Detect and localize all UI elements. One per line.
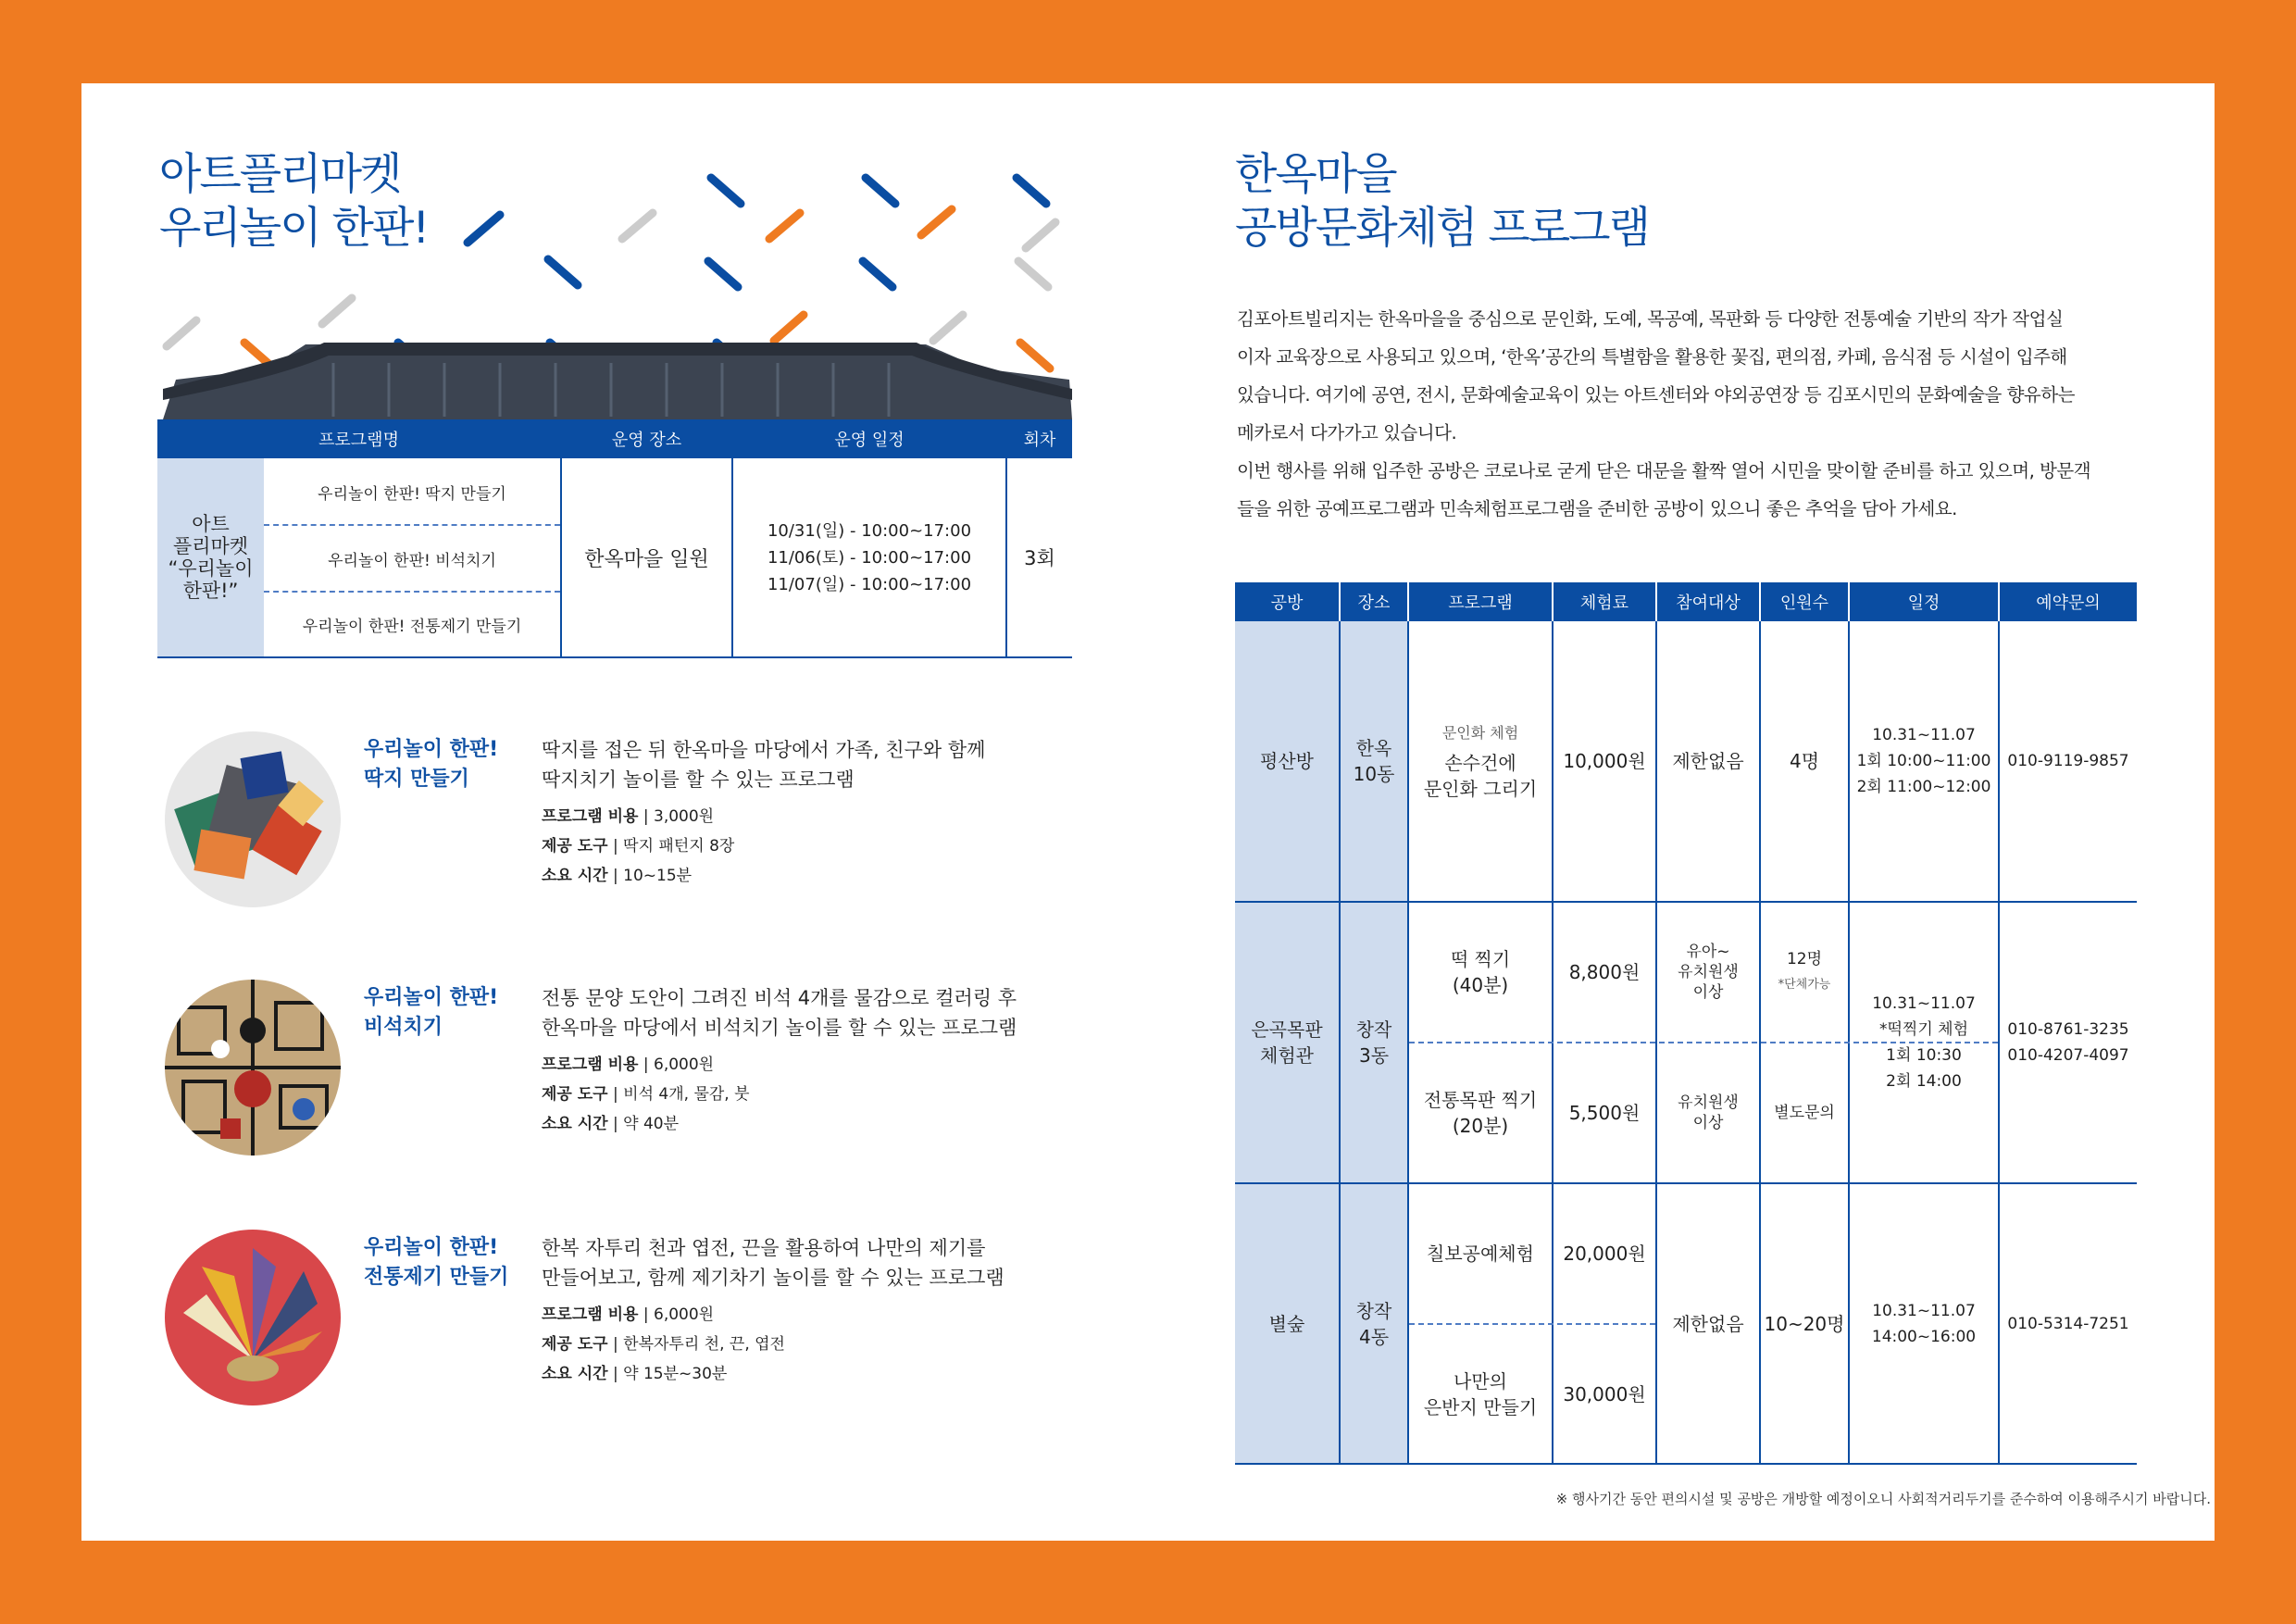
th-contact: 예약문의 [2000,582,2137,621]
tool-label: 제공 도구 [542,837,608,856]
right-title-line2: 공방문화체험 프로그램 [1235,203,1649,254]
dash-divider [264,524,560,526]
time-value: 약 40분 [623,1115,680,1133]
program-cell-2: 우리놀이 한판! 비석치기 [328,551,496,570]
biseok-description [542,983,1060,1043]
th-place: 장소 [1341,582,1407,621]
r2-contact-line: 010-4207-4097 [2007,1046,2129,1065]
r3-place-line: 창작 [1355,1299,1392,1322]
dash-divider [264,591,560,593]
r1-fee: 10,000원 [1563,750,1646,772]
program-cell-3: 우리놀이 한판! 전통제기 만들기 [302,617,522,636]
r3-schedule [1850,1184,1998,1463]
r2-schedule-line: 2회 14:00 [1886,1072,1962,1091]
category-line: 플리마켓 [172,535,249,557]
r3-program-1: 칠보공예체험 [1427,1243,1534,1265]
r1-workshop: 평산방 [1260,750,1314,772]
intro-line: 김포아트빌리지는 한옥마을을 중심으로 문인화, 도예, 목공예, 목판화 등 다양한 전통예술 기반의 작가 작업실 [1237,308,2064,330]
r3-target: 제한없음 [1672,1312,1744,1335]
desc-line: 딱지치기 놀이를 할 수 있는 프로그램 [542,768,855,791]
r1-program [1409,621,1552,901]
th-target: 참여대상 [1657,582,1759,621]
biseok-title-line: 비석치기 [364,1016,443,1039]
jegi-image [165,1230,341,1405]
biseok-title [364,983,549,1043]
time-label: 소요 시간 [542,1365,608,1383]
r1-place-line: 10동 [1353,763,1395,785]
r3-place-line: 4동 [1358,1325,1390,1348]
r2-target-1-line: 유치원생 [1678,963,1739,981]
ddakji-description [542,735,1060,794]
r2-workshop-line: 체험관 [1260,1044,1314,1067]
biseok-image [165,980,341,1156]
r2-place-line: 3동 [1358,1044,1390,1067]
intro-paragraph [1237,300,2140,528]
r2-contact-line: 010-8761-3235 [2007,1020,2129,1039]
jegi-description [542,1233,1060,1293]
r2-people-1 [1761,903,1848,1042]
th-people: 인원수 [1761,582,1848,621]
schedule-line: 11/06(토) - 10:00~17:00 [767,547,972,568]
category-line: 아트 [192,513,230,535]
r3-program-2-line: 나만의 [1454,1369,1507,1393]
schedule-line: 10/31(일) - 10:00~17:00 [767,520,972,541]
program-cell-1: 우리놀이 한판! 딱지 만들기 [318,484,506,504]
r1-target: 제한없음 [1672,750,1744,772]
count-cell: 3회 [1024,547,1055,569]
ddakji-title-line: 딱지 만들기 [364,768,469,791]
biseok-meta: 프로그램 비용 | 6,000원 제공 도구 | 비석 4개, 물감, 붓 소요 시간 | 약 40분 [542,1056,750,1133]
tool-value: 비석 4개, 물감, 붓 [623,1085,750,1104]
ddakji-meta: 프로그램 비용 | 3,000원 제공 도구 | 딱지 패턴지 8장 소요 시간 | 10~15분 [542,807,735,885]
r1-schedule-line: 2회 11:00~12:00 [1856,778,1991,796]
r2-schedule-line: 10.31~11.07 [1872,994,1976,1013]
th-workshop: 공방 [1235,582,1339,621]
r1-program-sub: 문인화 체험 [1441,724,1519,742]
r1-schedule-line: 1회 10:00~11:00 [1856,752,1991,770]
r3-workshop: 별숲 [1268,1312,1305,1335]
ddakji-image [165,731,341,907]
r1-program-line: 손수건에 [1444,752,1516,774]
r2-program-2 [1409,1043,1552,1182]
r1-place-line: 한옥 [1355,737,1392,759]
r1-program-line: 문인화 그리기 [1423,778,1538,800]
th-schedule: 운영 일정 [733,419,1005,458]
schedule-cell [733,458,1005,656]
r1-schedule-line: 10.31~11.07 [1872,726,1976,744]
r1-people: 4명 [1789,750,1820,772]
intro-line: 메카로서 다가가고 있습니다. [1237,422,1457,443]
r1-contact: 010-9119-9857 [2007,752,2129,770]
intro-line: 들을 위한 공예프로그램과 민속체험프로그램을 준비한 공방이 있으니 좋은 추억을 담아 가세요. [1237,498,1957,519]
r2-workshop-line: 은곡목판 [1251,1018,1323,1041]
r2-program-1-line: 떡 찍기 [1450,948,1511,970]
tool-label: 제공 도구 [542,1335,608,1354]
desc-line: 한옥마을 마당에서 비석치기 놀이를 할 수 있는 프로그램 [542,1017,1017,1039]
category-cell [157,458,264,656]
intro-line: 있습니다. 여기에 공연, 전시, 문화예술교육이 있는 아트센터와 야외공연장 등 김포시민의 문화예술을 향유하는 [1237,384,2075,406]
r2-target-1 [1657,903,1759,1042]
jegi-meta: 프로그램 비용 | 6,000원 제공 도구 | 한복자투리 천, 끈, 엽전 소요 시간 | 약 15분~30분 [542,1305,785,1383]
r3-place [1341,1184,1407,1463]
th-place: 운영 장소 [562,419,731,458]
r3-program-2-line: 은반지 만들기 [1423,1395,1538,1418]
r2-program-1 [1409,903,1552,1042]
cost-value: 6,000원 [654,1056,715,1074]
r2-place [1341,903,1407,1182]
program-item-biseok [165,980,1091,1165]
desc-line: 전통 문양 도안이 그려진 비석 4개를 물감으로 컬러링 후 [542,987,1017,1009]
r2-target-1-line: 유아~ [1686,943,1730,961]
r1-place [1341,621,1407,901]
r3-fee-2: 30,000원 [1563,1382,1646,1405]
left-title-line2: 우리놀이 한판! [159,203,429,254]
r3-schedule-line: 10.31~11.07 [1872,1301,1976,1320]
r3-contact: 010-5314-7251 [2007,1314,2129,1333]
r2-target-2-line: 이상 [1692,1114,1724,1132]
tool-value: 한복자투리 천, 끈, 엽전 [623,1335,785,1354]
program-item-jegi [165,1230,1091,1415]
th-fee: 체험료 [1554,582,1655,621]
r3-program-2 [1409,1325,1552,1463]
schedule-line: 11/07(일) - 10:00~17:00 [767,574,972,594]
time-label: 소요 시간 [542,867,608,885]
jegi-title-line: 우리놀이 한판! [364,1236,499,1259]
r3-fee-1: 20,000원 [1563,1243,1646,1265]
r2-schedule-line: 1회 10:30 [1886,1046,1962,1065]
table-bottom-line [1235,1463,2137,1465]
cost-label: 프로그램 비용 [542,1056,639,1074]
desc-line: 만들어보고, 함께 제기차기 놀이를 할 수 있는 프로그램 [542,1267,1004,1289]
intro-line: 이자 교육장으로 사용되고 있으며, ‘한옥’공간의 특별함을 활용한 꽃집, 편의점, 카페, 음식점 등 시설이 입주해 [1237,346,2067,368]
r3-schedule-line: 14:00~16:00 [1871,1327,1977,1346]
desc-line: 딱지를 접은 뒤 한옥마을 마당에서 가족, 친구와 함께 [542,739,986,761]
right-title-line1: 한옥마을 [1235,149,1396,200]
cost-value: 6,000원 [654,1305,715,1324]
r2-place-line: 창작 [1355,1018,1392,1041]
cost-label: 프로그램 비용 [542,807,639,826]
r2-people-1-value: 12명 [1786,950,1823,968]
r2-schedule [1850,903,1998,1182]
r2-program-2-line: 전통목판 찍기 [1423,1089,1538,1111]
r2-target-1-line: 이상 [1692,983,1724,1002]
r2-program-2-line: (20분) [1452,1115,1509,1137]
left-title [159,148,428,256]
jegi-title [364,1233,549,1293]
r2-contact [2000,903,2137,1182]
time-value: 10~15분 [623,867,693,885]
r2-program-1-line: (40분) [1452,974,1509,996]
th-count: 회차 [1007,419,1072,458]
desc-line: 한복 자투리 천과 엽전, 끈을 활용하여 나만의 제기를 [542,1237,986,1259]
th-program-name: 프로그램명 [157,419,560,458]
r2-schedule-line: *떡찍기 체험 [1878,1020,1968,1039]
category-line: 한판!” [182,580,239,602]
r2-workshop [1235,903,1339,1182]
category-line: “우리놀이 [168,557,254,580]
r2-target-2-line: 유치원생 [1678,1093,1739,1112]
time-value: 약 15분~30분 [623,1365,728,1383]
r3-people: 10~20명 [1764,1312,1845,1335]
tool-value: 딱지 패턴지 8장 [623,837,735,856]
roof-illustration [163,343,1072,419]
r2-people-1-note: *단체가능 [1778,978,1831,992]
workshop-table [1235,582,2137,1467]
art-flea-table [157,419,1072,658]
th-schedule: 일정 [1850,582,1998,621]
r2-target-2 [1657,1043,1759,1182]
time-label: 소요 시간 [542,1115,608,1133]
tool-label: 제공 도구 [542,1085,608,1104]
footnote: ※ 행사기간 동안 편의시설 및 공방은 개방할 예정이오니 사회적거리두기를 준수하여 이용해주시기 바랍니다. [1555,1491,2211,1507]
r1-schedule [1850,621,1998,901]
th-program: 프로그램 [1409,582,1552,621]
r2-fee-1: 8,800원 [1568,961,1641,983]
jegi-title-line: 전통제기 만들기 [364,1266,509,1289]
cost-label: 프로그램 비용 [542,1305,639,1324]
place-cell: 한옥마을 일원 [584,547,709,571]
left-title-line1: 아트플리마켓 [159,149,401,200]
r2-people-2: 별도문의 [1774,1104,1835,1122]
ddakji-title-line: 우리놀이 한판! [364,738,499,761]
program-item-ddakji [165,731,1091,917]
ddakji-title [364,735,549,794]
intro-line: 이번 행사를 위해 입주한 공방은 코로나로 굳게 닫은 대문을 활짝 열어 시민을 맞이할 준비를 하고 있으며, 방문객 [1237,460,2091,481]
table-bottom-line [157,656,1072,658]
right-title [1235,148,1649,256]
cost-value: 3,000원 [654,807,715,826]
r2-fee-2: 5,500원 [1568,1102,1641,1124]
biseok-title-line: 우리놀이 한판! [364,986,499,1009]
